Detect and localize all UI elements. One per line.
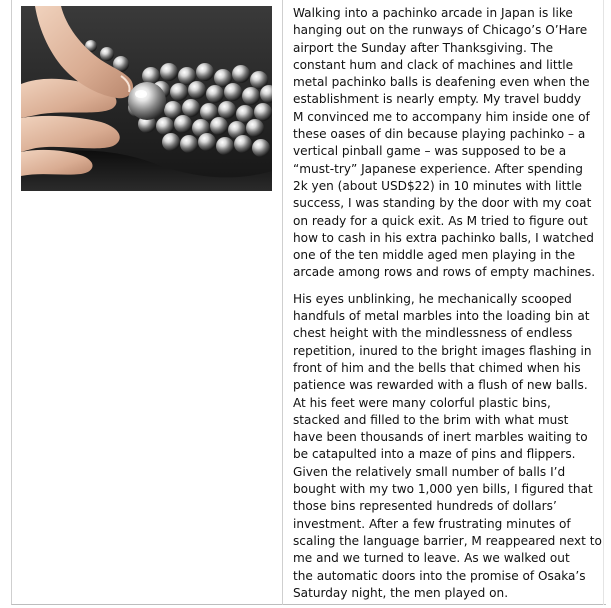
text-line: Saturday night, the men played on. [293,585,509,600]
text-line: those bins represented hundreds of dollars’ [293,499,557,514]
text-line: the automatic doors into the promise of Osaka’s [293,568,586,583]
text-line: scaling the language barrier, M reappeared next to [293,533,602,548]
text-line: investment. After a few frustrating minutes of [293,516,571,531]
text-line: airport the Sunday after Thanksgiving. The [293,40,554,55]
text-line: these oases of din because playing pachinko – a [293,127,586,142]
text-line: me and we turned to leave. As we walked out [293,551,570,566]
text-line: “must-try” Japanese experience. After spending [293,161,583,176]
text-line: bought with my two 1,000 yen bills, I figured that [293,482,593,497]
text-line: one of the ten middle aged men playing in the [293,248,576,263]
text-line: patience was rewarded with a flush of new balls. [293,378,588,393]
text-line: stacked and filled to the brim with what must [293,412,569,427]
text-line: repetition, inured to the bright images flashing in [293,343,592,358]
text-line: M convinced me to accompany him inside one of [293,109,590,124]
text-line: Given the relatively small number of balls I’d [293,464,566,479]
column-divider [282,0,283,605]
text-line: constant hum and clack of machines and little [293,57,574,72]
text-line: vertical pinball game – was supposed to be a [293,144,567,159]
text-line: success, I was standing by the door with my coat [293,196,592,211]
text-line: handfuls of metal marbles into the loading bin at [293,309,590,324]
text-line: establishment is nearly empty. My travel buddy [293,92,582,107]
text-line: 2k yen (about USD$22) in 10 minutes with little [293,178,582,193]
paragraph-2 [293,291,602,602]
text-line: Walking into a pachinko arcade in Japan is like [293,6,573,20]
text-line: be catapulted into a maze of pins and flippers. [293,447,576,462]
right-border [603,0,604,605]
text-line: have been thousands of inert marbles waiting to [293,430,588,445]
article-text [293,5,602,608]
text-line: hanging out on the runways of Chicago’s O’Hare [293,23,588,38]
text-line: front of him and the bells that chimed when his [293,360,581,375]
text-line: how to cash in his extra pachinko balls, I watched [293,230,594,245]
text-line: on ready for a quick exit. As M tried to figure out [293,213,588,228]
text-line: At his feet were many colorful plastic bins, [293,395,551,410]
paragraph-1 [293,5,596,282]
text-line: metal pachinko balls is deafening even when the [293,75,590,90]
text-line: chest height with the mindlessness of endless [293,326,573,341]
pachinko-balls-photo [21,6,272,191]
text-line: arcade among rows and rows of empty machines. [293,265,596,280]
text-line: His eyes unblinking, he mechanically scooped [293,291,572,306]
